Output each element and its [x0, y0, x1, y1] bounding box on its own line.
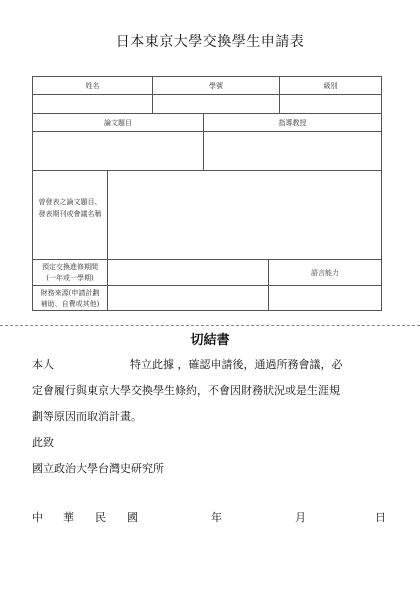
section-divider [0, 325, 420, 326]
funding-value-field[interactable] [107, 285, 269, 311]
period-label-line2: (一年或一學期) [46, 274, 94, 282]
funding-label-line1: 財務來源(申請計劃 [40, 289, 100, 297]
period-label-line1: 預定交換進修期間 [42, 263, 98, 271]
date-char-hua: 華 [63, 511, 74, 524]
date-char-min: 民 [95, 511, 106, 524]
pledge-line-3: 劃等原因而取消計畫。 [32, 410, 142, 423]
name-label: 姓名 [85, 82, 100, 90]
published-label: 曾發表之論文題目、發表期刊或會議名稱 [38, 198, 102, 218]
advisor-label: 指導教授 [278, 119, 307, 127]
advisor-value-field[interactable] [203, 131, 382, 171]
language-label: 語言能力 [311, 269, 339, 277]
salutation: 此致 [32, 436, 54, 449]
period-value-field[interactable] [107, 259, 269, 286]
student-id-label: 學號 [209, 82, 223, 90]
thesis-title-label: 論文題目 [104, 119, 132, 127]
pledge-self-label: 本人 [32, 358, 54, 371]
pledge-line-1 [32, 358, 392, 372]
student-id-value-field[interactable] [152, 94, 280, 114]
published-value-field[interactable] [107, 170, 382, 260]
date-char-zhong: 中 [32, 511, 43, 524]
date-char-day: 日 [375, 511, 386, 524]
date-char-guo: 國 [127, 511, 138, 524]
name-value-field[interactable] [32, 94, 153, 114]
pledge-line-2: 定會履行與東京大學交換學生條約，不會因財務狀況或是生涯規 [32, 384, 340, 397]
form-title: 日本東京大學交換學生申請表 [115, 34, 305, 50]
pledge-title: 切結書 [190, 333, 230, 348]
grade-label: 級別 [323, 82, 338, 90]
thesis-title-value-field[interactable] [32, 131, 204, 171]
date-char-year: 年 [211, 511, 222, 524]
grade-value-field[interactable] [279, 94, 382, 114]
institute-name: 國立政治大學台灣史研究所 [32, 462, 164, 475]
language-value-field[interactable] [268, 285, 382, 311]
date-char-month: 月 [295, 511, 306, 524]
pledge-line-1-text: 特立此據 ，確認申請後，通過所務會議，必 [130, 358, 343, 371]
funding-label-line2: 補助、自費或其他) [40, 300, 100, 308]
application-form-table [32, 76, 382, 311]
